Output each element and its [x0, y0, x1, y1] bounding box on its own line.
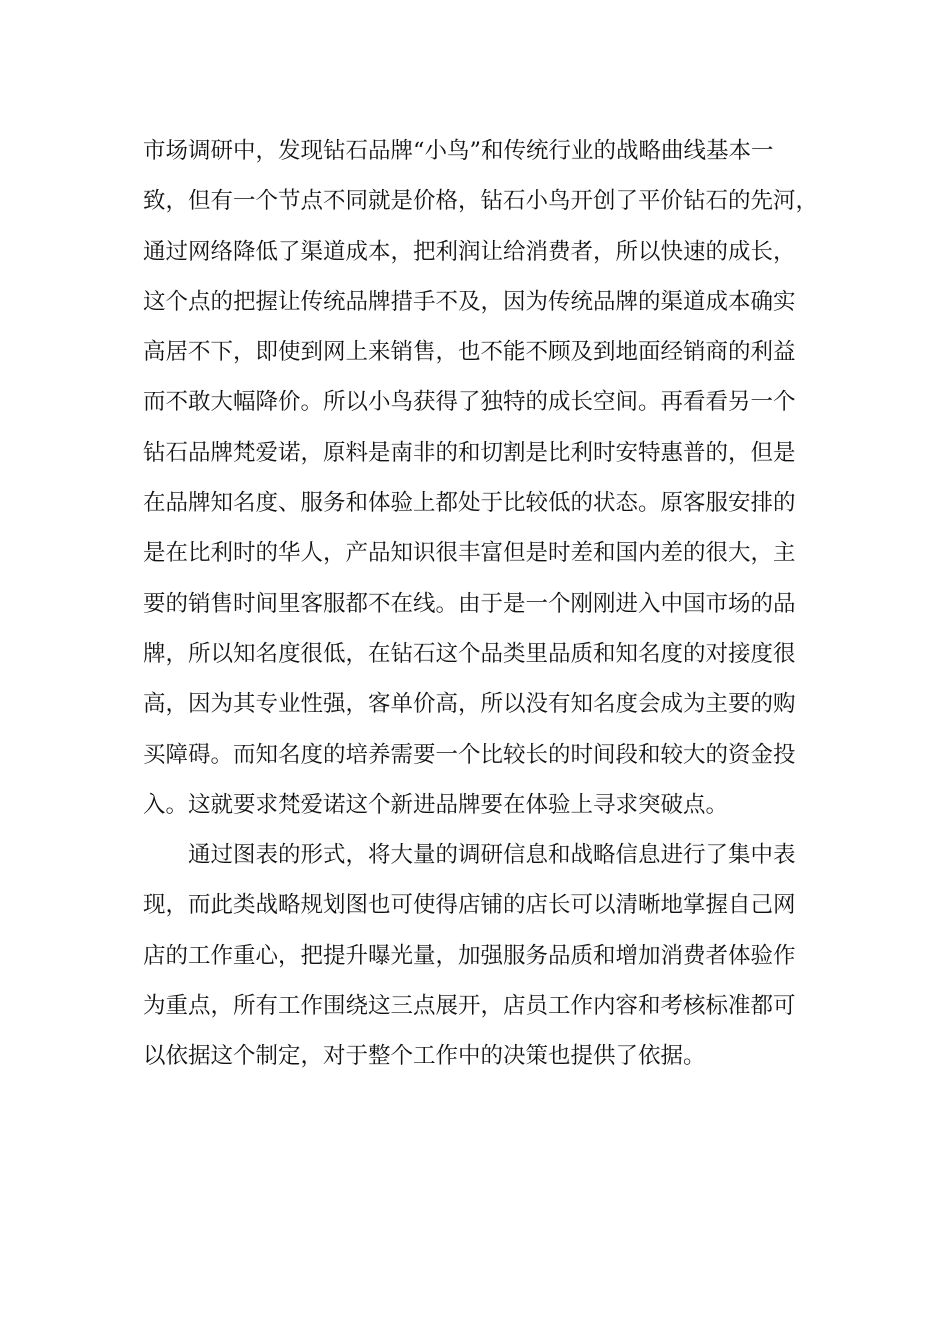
paragraph-line: 买障碍。而知名度的培养需要一个比较长的时间段和较大的资金投 — [143, 741, 796, 768]
paragraph-line: 为重点，所有工作围绕这三点展开，店员工作内容和考核标准都可 — [143, 993, 796, 1020]
paragraph-line: 是在比利时的华人，产品知识很丰富但是时差和国内差的很大，主 — [143, 540, 796, 567]
paragraph-line: 而不敢大幅降价。所以小鸟获得了独特的成长空间。再看看另一个 — [143, 389, 796, 416]
paragraph-line: 这个点的把握让传统品牌措手不及，因为传统品牌的渠道成本确实 — [143, 288, 796, 315]
paragraph-line: 以依据这个制定，对于整个工作中的决策也提供了依据。 — [143, 1043, 706, 1070]
paragraph-line: 通过图表的形式，将大量的调研信息和战略信息进行了集中表 — [188, 842, 796, 869]
paragraph-line: 入。这就要求梵爱诺这个新进品牌要在体验上寻求突破点。 — [143, 791, 729, 818]
paragraph-2 — [143, 830, 823, 1081]
paragraph-line: 牌，所以知名度很低，在钻石这个品类里品质和知名度的对接度很 — [143, 640, 796, 667]
paragraph-line: 高，因为其专业性强，客单价高，所以没有知名度会成为主要的购 — [143, 691, 796, 718]
paragraph-line: 现，而此类战略规划图也可使得店铺的店长可以清晰地掌握自己网 — [143, 892, 796, 919]
paragraph-1 — [143, 126, 823, 830]
paragraph-line: 要的销售时间里客服都不在线。由于是一个刚刚进入中国市场的品 — [143, 590, 796, 617]
paragraph-line: 市场调研中，发现钻石品牌“小鸟”和传统行业的战略曲线基本一 — [143, 138, 774, 164]
paragraph-line: 在品牌知名度、服务和体验上都处于比较低的状态。原客服安排的 — [143, 490, 796, 517]
paragraph-line: 钻石品牌梵爱诺，原料是南非的和切割是比利时安特惠普的，但是 — [143, 439, 796, 466]
paragraph-line: 通过网络降低了渠道成本，把利润让给消费者，所以快速的成长， — [143, 238, 796, 265]
paragraph-line: 致，但有一个节点不同就是价格，钻石小鸟开创了平价钻石的先河， — [143, 188, 819, 215]
paragraph-line: 高居不下，即使到网上来销售，也不能不顾及到地面经销商的利益 — [143, 339, 796, 366]
paragraph-line: 店的工作重心，把提升曝光量，加强服务品质和增加消费者体验作 — [143, 942, 796, 969]
document-body — [143, 126, 823, 1082]
